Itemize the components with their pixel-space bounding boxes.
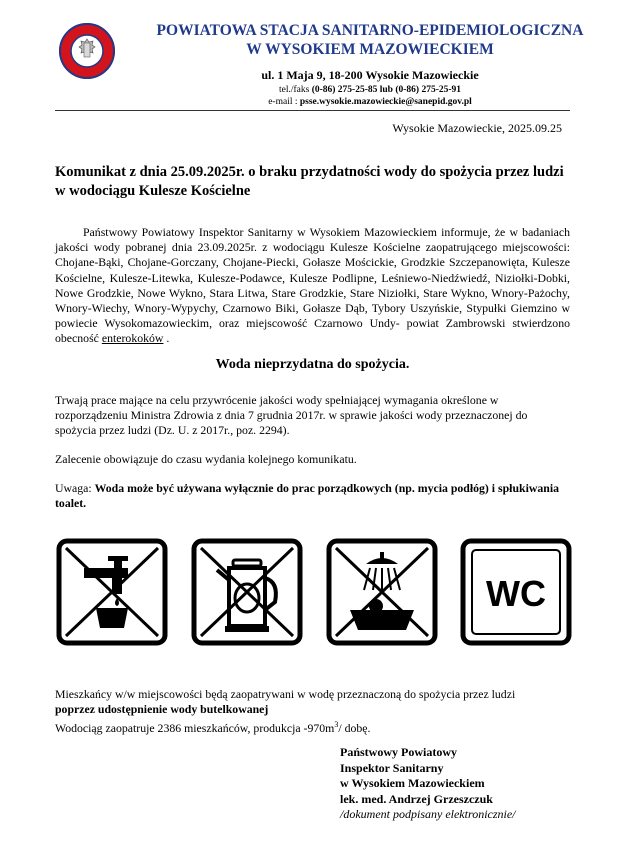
phone-numbers: (0-86) 275-25-85 lub (0-86) 275-25-91 (311, 85, 462, 95)
signature-block (340, 745, 570, 823)
supply-unit-exponent: 3 (334, 720, 339, 730)
header-divider (55, 110, 570, 111)
paragraph-notice (55, 481, 570, 511)
document-date: Wysokie Mazowieckie, 2025.09.25 (392, 121, 562, 135)
supply-unit-suffix: / dobę. (338, 721, 371, 736)
no-kettle-icon (191, 538, 303, 646)
phone-prefix: tel./faks (278, 85, 312, 95)
supply-line2 (55, 702, 570, 717)
paragraph-announcement-text: Państwowy Powiatowy Inspektor Sanitarny w Wysokiem Mazowieckiem informuje, że w badaniach jakości wody pobranej dnia 23.09.2025r. z wodociągu Kulesze Kościelne zaopatrującego miejscowości: Chojane-Bąki, Chojane-Gorczany, Chojane-Piecki, Gołasze Mościckie, Grodzkie Szczepanowięta, Kulesze Kościelne, Kulesze-Litewka, Kulesze-Podawce, Kulesze Podlipne, Leśniewo-Niedźwiedź, Niziołki-Dobki, Nowe Grodzkie, Nowe Wykno, Stara Litwa, Stare Grodzkie, Stare Niziołki, Stare Wykno, Wnory-Pażochy, Wnory-Wiechy, Wnory-Wypychy, Czarnowo Biki, Gołasze Dąb, Tybory Uszyńskie, Stypułki Giemzino w powiecie Wysokomazowieckim, oraz miejscowość Czarnowo Undy- powiat Zambrowski stwierdzono obecność (55, 225, 570, 346)
paragraph-announcement-end: . (163, 331, 170, 346)
paragraph-announcement (55, 225, 570, 347)
no-drinking-tap-icon (56, 538, 168, 646)
org-phone (120, 85, 620, 95)
wc-label: WC (486, 573, 546, 614)
wc-icon (460, 538, 572, 646)
usage-pictograms (56, 538, 572, 646)
signature-name: lek. med. Andrzej Grzeszczuk (340, 791, 493, 806)
warning-heading: Woda nieprzydatna do spożycia. (215, 357, 410, 372)
supply-line1: Mieszkańcy w/w miejscowości będą zaopatrywani w wodę przeznaczoną do spożycia przez ludzi (55, 687, 516, 701)
signature-line1: Państwowy Powiatowy (340, 745, 457, 759)
notice-prefix: Uwaga: (55, 481, 95, 495)
eagle-emblem-icon (58, 22, 116, 80)
paragraph-validity: Zalecenie obowiązuje do czasu wydania kolejnego komunikatu. (55, 452, 357, 466)
signature-line3: w Wysokiem Mazowieckiem (340, 776, 485, 791)
psse-logo (58, 22, 116, 80)
email-address[interactable]: psse.wysokie.mazowieckie@sanepid.gov.pl (299, 97, 472, 107)
supply-stats: Wodociąg zaopatruje 2386 mieszkańców, produkcja -970m (55, 721, 335, 736)
org-name-line2: W WYSOKIEM MAZOWIECKIEM (246, 41, 494, 58)
org-email (120, 97, 620, 107)
org-address: ul. 1 Maja 9, 18-200 Wysokie Mazowieckie (261, 68, 479, 82)
paragraph-supply (55, 687, 570, 737)
notice-usage: Woda może być używana wyłącznie do prac porządkowych (np. mycia podłóg) i spłukiwania toalet. (55, 481, 560, 511)
no-washing-icon (326, 538, 438, 646)
signature-line2: Inspektor Sanitarny (340, 760, 444, 775)
document-title: Komunikat z dnia 25.09.2025r. o braku przydatności wody do spożycia przez ludzi w wodociągu Kulesze Kościelne (55, 164, 564, 199)
bacteria-term: enterokoków (101, 331, 164, 346)
paragraph-remediation: Trwają prace mające na celu przywrócenie jakości wody spełniającej wymagania określone w rozporządzeniu Ministra Zdrowia z dnia 7 grudnia 2017r. w sprawie jakości wody przeznaczonej do spożycia przez ludzi (Dz. U. z 2017r., poz. 2294). (55, 393, 528, 438)
org-name-line1: POWIATOWA STACJA SANITARNO-EPIDEMIOLOGICZNA (156, 22, 584, 39)
email-prefix: e-mail : (268, 97, 300, 107)
signature-electronic-note: /dokument podpisany elektronicznie/ (340, 807, 516, 822)
supply-line3 (55, 717, 570, 736)
bottled-water-note: poprzez udostępnienie wody butelkowanej (55, 702, 269, 717)
